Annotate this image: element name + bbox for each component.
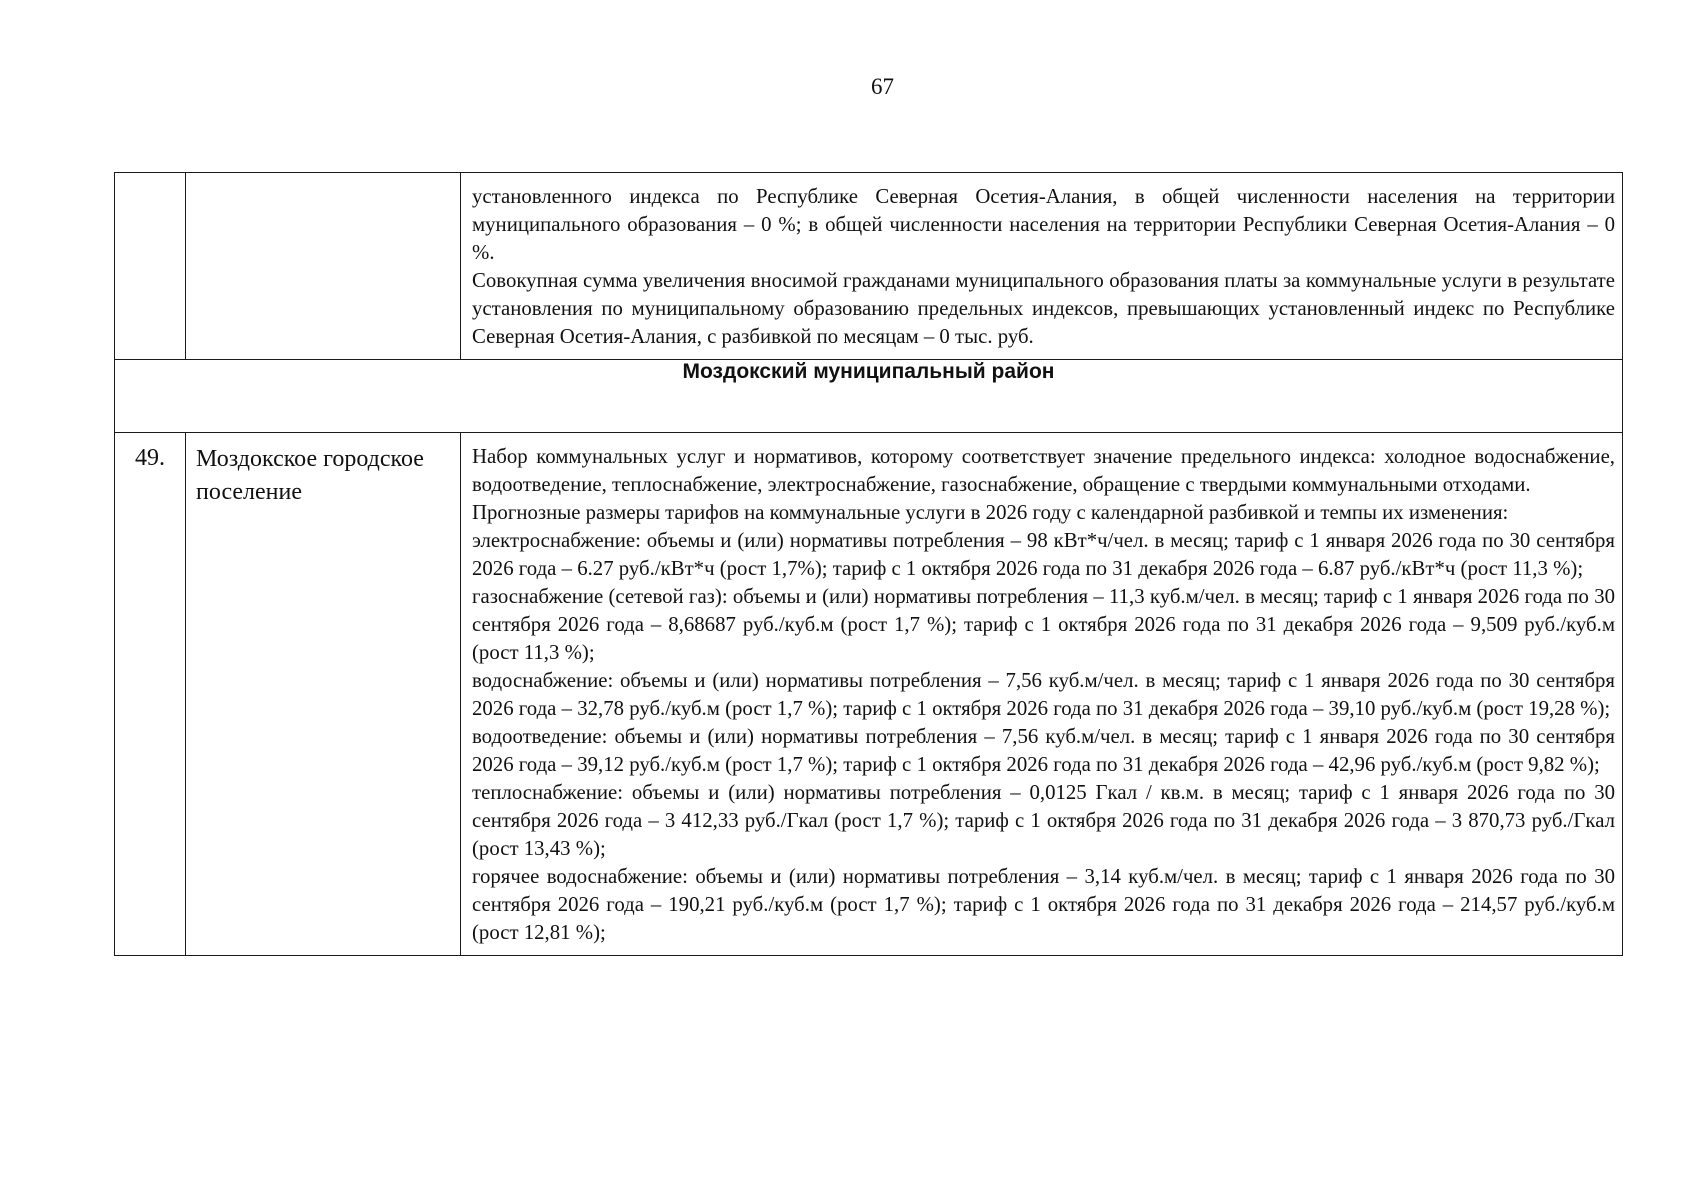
description-paragraph: установленного индекса по Республике Северная Осетия-Алания, в общей численности населения на территории муниципального образования – 0 %; в общей численности населения на территории Республики Северная Осетия-Алания – 0 %. bbox=[472, 185, 1615, 264]
municipal-index-table bbox=[114, 172, 1623, 956]
description-paragraph: Набор коммунальных услуг и нормативов, которому соответствует значение предельного индекса: холодное водоснабжение, водоотведение, теплоснабжение, электроснабжение, газоснабжение, обращение с твердыми коммунальными отходами. bbox=[472, 445, 1615, 496]
page-number: 67 bbox=[871, 74, 894, 99]
row-description-cell bbox=[461, 433, 1623, 956]
row-name-cell-empty bbox=[186, 173, 461, 360]
table-row bbox=[115, 433, 1623, 956]
tariff-electricity: электроснабжение: объемы и (или) нормативы потребления – 98 кВт*ч/чел. в месяц; тариф с 1 января 2026 года по 30 сентября 2026 года – 6.27 руб./кВт*ч (рост 1,7%); тариф с 1 октября 2026 года по 31 декабря 2026 года – 6.87 руб./кВт*ч (рост 11,3 %); bbox=[472, 529, 1615, 580]
tariff-hot-water: горячее водоснабжение: объемы и (или) нормативы потребления – 3,14 куб.м/чел. в месяц; тариф с 1 января 2026 года по 30 сентября 2026 года – 190,21 руб./куб.м (рост 1,7 %); тариф с 1 октября 2026 года по 31 декабря 2026 года – 214,57 руб./куб.м (рост 12,81 %); bbox=[472, 865, 1615, 944]
section-header-cell bbox=[115, 360, 1623, 433]
section-title: Моздокский муниципальный район bbox=[682, 360, 1055, 383]
description-paragraph: Прогнозные размеры тарифов на коммунальные услуги в 2026 году с календарной разбивкой и темпы их изменения: bbox=[472, 501, 1509, 524]
row-description-cell bbox=[461, 173, 1623, 360]
tariff-water-supply: водоснабжение: объемы и (или) нормативы потребления – 7,56 куб.м/чел. в месяц; тариф с 1 января 2026 года по 30 сентября 2026 года – 32,78 руб./куб.м (рост 1,7 %); тариф с 1 октября 2026 года по 31 декабря 2026 года – 39,10 руб./куб.м (рост 19,28 %); bbox=[472, 669, 1615, 720]
tariff-water-disposal: водоотведение: объемы и (или) нормативы потребления – 7,56 куб.м/чел. в месяц; тариф с 1 января 2026 года по 30 сентября 2026 года – 39,12 руб./куб.м (рост 1,7 %); тариф с 1 октября 2026 года по 31 декабря 2026 года – 42,96 руб./куб.м (рост 9,82 %); bbox=[472, 725, 1615, 776]
tariff-heat-supply: теплоснабжение: объемы и (или) нормативы потребления – 0,0125 Гкал / кв.м. в месяц; тариф с 1 января 2026 года по 30 сентября 2026 года – 3 412,33 руб./Гкал (рост 1,7 %); тариф с 1 октября 2026 года по 31 декабря 2026 года – 3 870,73 руб./Гкал (рост 13,43 %); bbox=[472, 781, 1615, 860]
tariff-gas: газоснабжение (сетевой газ): объемы и (или) нормативы потребления – 11,3 куб.м/чел. в месяц; тариф с 1 января 2026 года по 30 сентября 2026 года – 8,68687 руб./куб.м (рост 1,7 %); тариф с 1 октября 2026 года по 31 декабря 2026 года – 9,509 руб./куб.м (рост 11,3 %); bbox=[472, 585, 1615, 664]
table-row-continued bbox=[115, 173, 1623, 360]
row-municipality-name: Моздокское городское поселение bbox=[186, 433, 461, 956]
section-header-row bbox=[115, 360, 1623, 433]
description-paragraph: Совокупная сумма увеличения вносимой гражданами муниципального образования платы за коммунальные услуги в результате установления по муниципальному образованию предельных индексов, превышающих установленный индекс по Республике Северная Осетия-Алания, с разбивкой по месяцам – 0 тыс. руб. bbox=[472, 269, 1615, 348]
row-number: 49. bbox=[115, 433, 186, 956]
row-number-cell-empty bbox=[115, 173, 186, 360]
